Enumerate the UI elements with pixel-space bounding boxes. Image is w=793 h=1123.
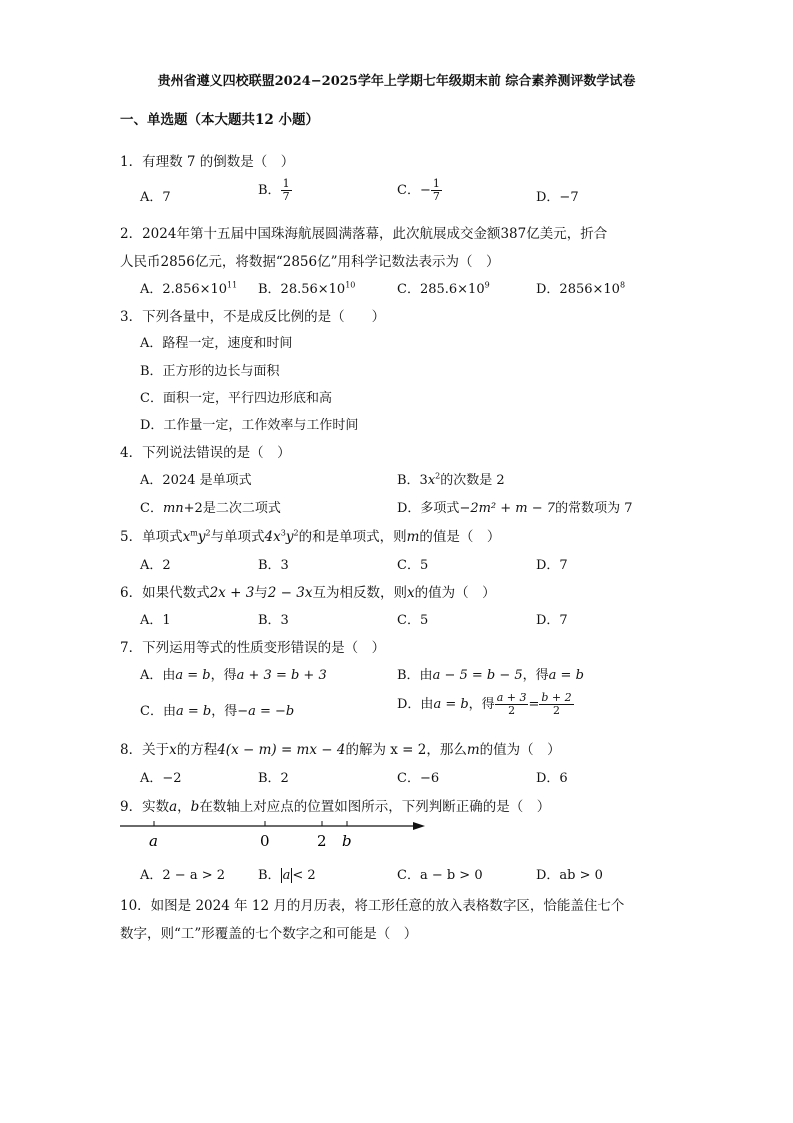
q5-option-d: D．7 bbox=[536, 558, 568, 573]
question-10-line-1: 10．如图是 2024 年 12 月的月历表，将工形任意的放入表格数字区，恰能盖住七个 bbox=[120, 898, 625, 914]
q9-option-d: D．ab > 0 bbox=[536, 868, 603, 883]
question-4: 4．下列说法错误的是（ ） bbox=[120, 445, 291, 461]
q6-option-a: A．1 bbox=[140, 613, 171, 628]
question-6: 6．如果代数式2x + 3与2 − 3x互为相反数，则x的值为（ ） bbox=[120, 585, 496, 601]
q4-option-c: C．mn+2是二次二项式 bbox=[140, 501, 281, 516]
label-two: 2 bbox=[317, 832, 327, 850]
q1-option-a: A．7 bbox=[140, 190, 171, 205]
question-5: 5．单项式$x^my^2$与单项式$4x^3y^2$的和是单项式，则m的值是（ ） bbox=[120, 528, 501, 545]
q6-option-d: D．7 bbox=[536, 613, 568, 628]
q2-option-d: D．$2856\times 10^8$ bbox=[536, 280, 626, 297]
q7-option-d: D．由a = b，得 $\frac{a + 3}{2}$ = $\frac{b + 2}{2}$ bbox=[397, 691, 572, 717]
question-10-line-2: 数字，则“工”形覆盖的七个数字之和可能是（ ） bbox=[120, 926, 418, 942]
q8-option-c: C．−6 bbox=[397, 771, 440, 786]
question-1: 1．有理数 7 的倒数是（ ） bbox=[120, 154, 295, 170]
question-2-line-1: 2．2024年第十五届中国珠海航展圆满落幕，此次航展成交金额387亿美元，折合 bbox=[120, 226, 608, 242]
q8-option-b: B．2 bbox=[258, 771, 289, 786]
q9-option-b: B． a < 2 bbox=[258, 868, 316, 883]
q4-option-b: B．$3x^2$的次数是 2 bbox=[397, 471, 505, 488]
q7-option-b: B．由a − 5 = b − 5，得a = b bbox=[397, 668, 584, 683]
q8-option-d: D．6 bbox=[536, 771, 568, 786]
number-line-arrow bbox=[413, 822, 425, 830]
q4-option-a: A．2024 是单项式 bbox=[140, 473, 252, 488]
label-a: a bbox=[149, 832, 158, 850]
q2-option-a: A．$2.856\times 10^{11}$ bbox=[140, 280, 238, 297]
q2-option-b: B．$28.56\times 10^{10}$ bbox=[258, 280, 356, 297]
question-2-line-2: 人民币2856亿元，将数据“2856亿”用科学记数法表示为（ ） bbox=[120, 254, 500, 270]
question-3: 3．下列各量中，不是成反比例的是（ ） bbox=[120, 309, 386, 325]
page-title: 贵州省遵义四校联盟2024−2025学年上学期七年级期末前 综合素养测评数学试卷 bbox=[157, 74, 636, 89]
question-9: 9．实数a，b在数轴上对应点的位置如图所示，下列判断正确的是（ ） bbox=[120, 799, 551, 815]
q1-option-c: C．− $\frac{1}{7}$ bbox=[397, 177, 440, 203]
q3-option-c: C．面积一定，平行四边形底和高 bbox=[140, 391, 332, 406]
q7-option-c: C．由a = b，得−a = −b bbox=[140, 704, 295, 719]
section-heading: 一、单选题（本大题共12 小题） bbox=[120, 112, 319, 128]
q8-option-a: A．−2 bbox=[140, 771, 182, 786]
number-line bbox=[115, 815, 435, 855]
q5-option-c: C．5 bbox=[397, 558, 429, 573]
q1-option-b: B． $\frac{1}{7}$ bbox=[258, 177, 290, 203]
q3-option-b: B．正方形的边长与面积 bbox=[140, 364, 280, 379]
q7-option-a: A．由a = b，得a + 3 = b + 3 bbox=[140, 668, 327, 683]
q4-option-d: D．多项式−2m² + m − 7的常数项为 7 bbox=[397, 501, 633, 516]
q5-option-b: B．3 bbox=[258, 558, 289, 573]
q6-option-b: B．3 bbox=[258, 613, 289, 628]
q6-option-c: C．5 bbox=[397, 613, 429, 628]
question-8: 8．关于x的方程4(x − m) = mx − 4的解为 x = 2，那么m的值为（ ） bbox=[120, 742, 561, 758]
label-zero: 0 bbox=[260, 832, 270, 850]
q3-option-d: D．工作量一定，工作效率与工作时间 bbox=[140, 418, 359, 433]
q5-option-a: A．2 bbox=[140, 558, 171, 573]
q3-option-a: A．路程一定，速度和时间 bbox=[140, 336, 293, 351]
q9-option-c: C．a − b > 0 bbox=[397, 868, 483, 883]
question-7: 7．下列运用等式的性质变形错误的是（ ） bbox=[120, 640, 386, 656]
q2-option-c: C．$285.6\times 10^9$ bbox=[397, 280, 490, 297]
label-b: b bbox=[342, 832, 352, 850]
q1-option-d: D．−7 bbox=[536, 190, 579, 205]
q9-option-a: A．2 − a > 2 bbox=[140, 868, 225, 883]
